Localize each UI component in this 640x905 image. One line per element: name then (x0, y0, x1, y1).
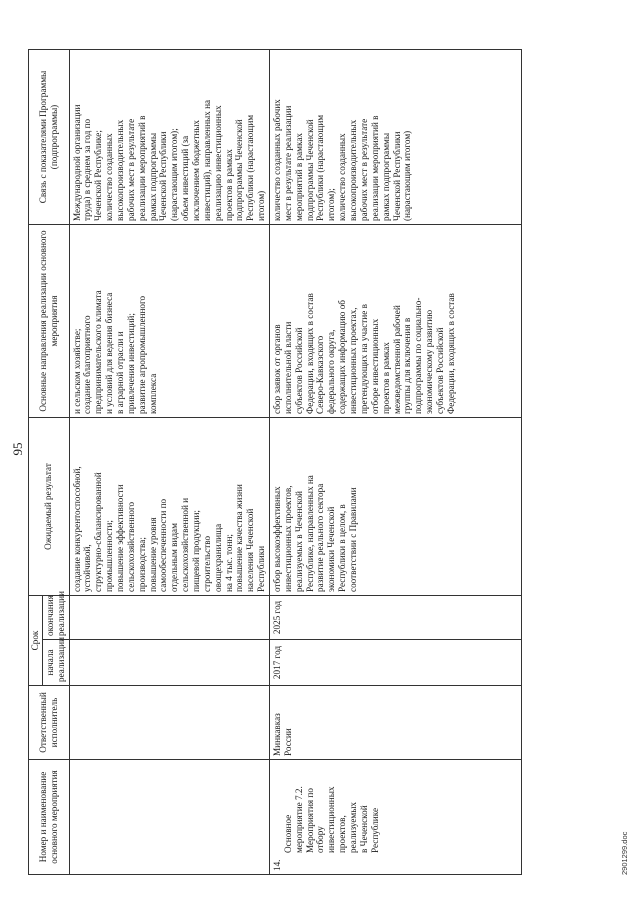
text-line: Федерации, входящих в состав (304, 293, 315, 414)
text-line: строительство (201, 535, 212, 592)
text-line: Мероприятия по (304, 788, 315, 853)
text-line: претендующих на участие в (358, 304, 369, 414)
text-line: развитие агропромышленного (136, 295, 147, 414)
text-line: рамках подпрограммы (380, 132, 391, 221)
text-line: высокопроизводительных (348, 119, 359, 221)
text-line: создание конкурентоспособной, устойчивой, (71, 466, 93, 592)
footer-filename: 2901299.doc (620, 831, 629, 875)
text-line: Северо-Кавказского (315, 335, 326, 414)
text-line: сельскохозяйственного (125, 501, 136, 592)
text-line: Федерации, входящих в состав (445, 293, 456, 414)
page-number: 95 (10, 442, 25, 456)
text-line: подпрограммы Чеченской (234, 119, 245, 221)
text-line: экономическому развитию (424, 309, 435, 414)
text-line: объем инвестиций (за (180, 135, 191, 221)
text-line: Чеченской Республике; (93, 130, 104, 221)
cell-end: 2025 год (270, 596, 522, 640)
text-line: сельскохозяйственной и (180, 497, 191, 592)
text-line: и условий для ведения бизнеса (104, 292, 115, 414)
cell-executor: Минкавказ России (270, 686, 522, 760)
text-line: экономики Чеченской (326, 506, 337, 592)
text-line: инвестиционных (326, 786, 337, 853)
text-line: мероприятий в рамках (293, 133, 304, 221)
text-line: пищевой продукции; (191, 510, 202, 592)
text-line: (нарастающим итогом) (402, 130, 413, 221)
header-executor: Ответственный исполнитель (29, 686, 70, 760)
header-start: начала реализации (42, 640, 69, 686)
cell-result (69, 418, 269, 596)
text-line: Чеченской Республики (158, 131, 169, 221)
text-line: промышленности; (104, 520, 115, 592)
text-line: Международной организации (71, 104, 82, 221)
text-line: рабочих мест в результате (358, 118, 369, 221)
text-line: реализацию инвестиционных (212, 105, 223, 221)
text-line: отборе инвестиционных (369, 318, 380, 414)
text-line: инвестиционных проектах, (348, 307, 359, 414)
text-line: реализуемых в Чеченской (293, 491, 304, 592)
text-line: отбор высокоэффективных (272, 486, 283, 592)
text-line: субъектов Российской (434, 327, 445, 414)
row-name (283, 763, 381, 871)
text-line: Республики (нарастающим (315, 114, 326, 221)
text-line: федерального округа, (326, 329, 337, 414)
text-line: Республики в целом, в (337, 504, 348, 592)
text-line: инвестиционных проектов, (282, 485, 293, 592)
text-line: отдельным видам (169, 523, 180, 592)
text-line: развитие реального сектора (315, 483, 326, 592)
text-line: Чеченской Республики (391, 131, 402, 221)
text-line: Республике (369, 807, 380, 853)
row-number: 14. (272, 859, 283, 871)
cell-directions (270, 225, 522, 418)
header-directions: Основные направления реализации основного мероприятия (29, 225, 70, 418)
table-row (270, 50, 522, 875)
header-name: Номер и наименование основного мероприятия (29, 760, 70, 875)
cell-start: 2017 год (270, 640, 522, 686)
cell-end (69, 596, 269, 640)
text-line: соответствии с Правилами (348, 487, 359, 592)
text-line: подпрограммы Чеченской (304, 119, 315, 221)
text-line: сбор заявок от органов (272, 324, 283, 414)
text-line: повышение эффективности (115, 484, 126, 592)
text-line: количество созданных (337, 133, 348, 221)
text-line: самообеспеченности по (158, 498, 169, 592)
text-line: итогом); (326, 188, 337, 221)
text-line: отбору (315, 826, 326, 853)
text-line: высокопроизводительных (115, 119, 126, 221)
cell-link (69, 50, 269, 225)
cell-executor (69, 686, 269, 760)
text-line: населения Чеченской (245, 508, 256, 592)
cell-link (270, 50, 522, 225)
cell-directions (69, 225, 269, 418)
header-term: Срок (29, 596, 43, 686)
text-line: проектов, реализуемых (337, 801, 359, 853)
text-line: итогом) (256, 190, 267, 221)
text-line: привлечения инвестиций; (125, 313, 136, 414)
text-line: повышение качества жизни (234, 484, 245, 592)
text-line: комплекса (147, 373, 158, 414)
text-line: субъектов Российской (293, 327, 304, 414)
text-line: создание благоприятного (82, 315, 93, 414)
text-line: повышение уровня (147, 517, 158, 592)
text-line: структурно-сбалансированной (93, 472, 104, 592)
cell-start (69, 640, 269, 686)
text-line: в аграрной отрасли и (115, 331, 126, 414)
text-line: реализации мероприятий в (369, 115, 380, 221)
cell-name (69, 760, 269, 875)
text-line: мест в результате реализации (282, 105, 293, 221)
text-line: проектов в рамках (223, 149, 234, 221)
text-line: (нарастающим итогом); (169, 128, 180, 221)
text-line: рабочих мест в результате (125, 118, 136, 221)
header-row-1 (29, 50, 43, 875)
text-line: группы для включения в (402, 317, 413, 414)
text-line: количество созданных рабочих (272, 99, 283, 221)
text-line: Республике, направленных на (304, 475, 315, 592)
text-line: исполнительной власти (282, 321, 293, 414)
text-line: на 4 тыс. тонн; (223, 534, 234, 592)
text-line: реализации мероприятий в (136, 115, 147, 221)
header-end: окончания реализации (42, 596, 69, 640)
text-line: проектов в рамках (380, 342, 391, 414)
header-link: Связь с показателями Программы (подпрограммы) (29, 50, 70, 225)
text-line: Основное (282, 814, 293, 853)
text-line: подпрограммы по социально- (413, 297, 424, 414)
text-line: исключением бюджетных (191, 119, 202, 221)
text-line: количество созданных (104, 133, 115, 221)
cell-name (270, 760, 522, 875)
text-line: инвестиций), направленных на (201, 99, 212, 221)
cell-result (270, 418, 522, 596)
text-line: и сельском хозяйстве; (71, 328, 82, 414)
text-line: предпринимательского климата (93, 290, 104, 414)
text-line: в Чеченской (358, 805, 369, 853)
text-line: содержащих информацию об (337, 300, 348, 414)
text-line: межведомственной рабочей (391, 305, 402, 414)
text-line: овощехранилища (212, 523, 223, 592)
text-line: рамках подпрограммы (147, 132, 158, 221)
text-line: труда) в среднем за год по (82, 118, 93, 221)
text-line: мероприятие 7.2. (293, 786, 304, 853)
program-table (28, 49, 522, 875)
table-row (69, 50, 269, 875)
text-line: производства; (136, 537, 147, 592)
header-result: Ожидаемый результат (29, 418, 70, 596)
text-line: Республики (256, 545, 267, 592)
text-line: Республики (нарастающим (245, 114, 256, 221)
